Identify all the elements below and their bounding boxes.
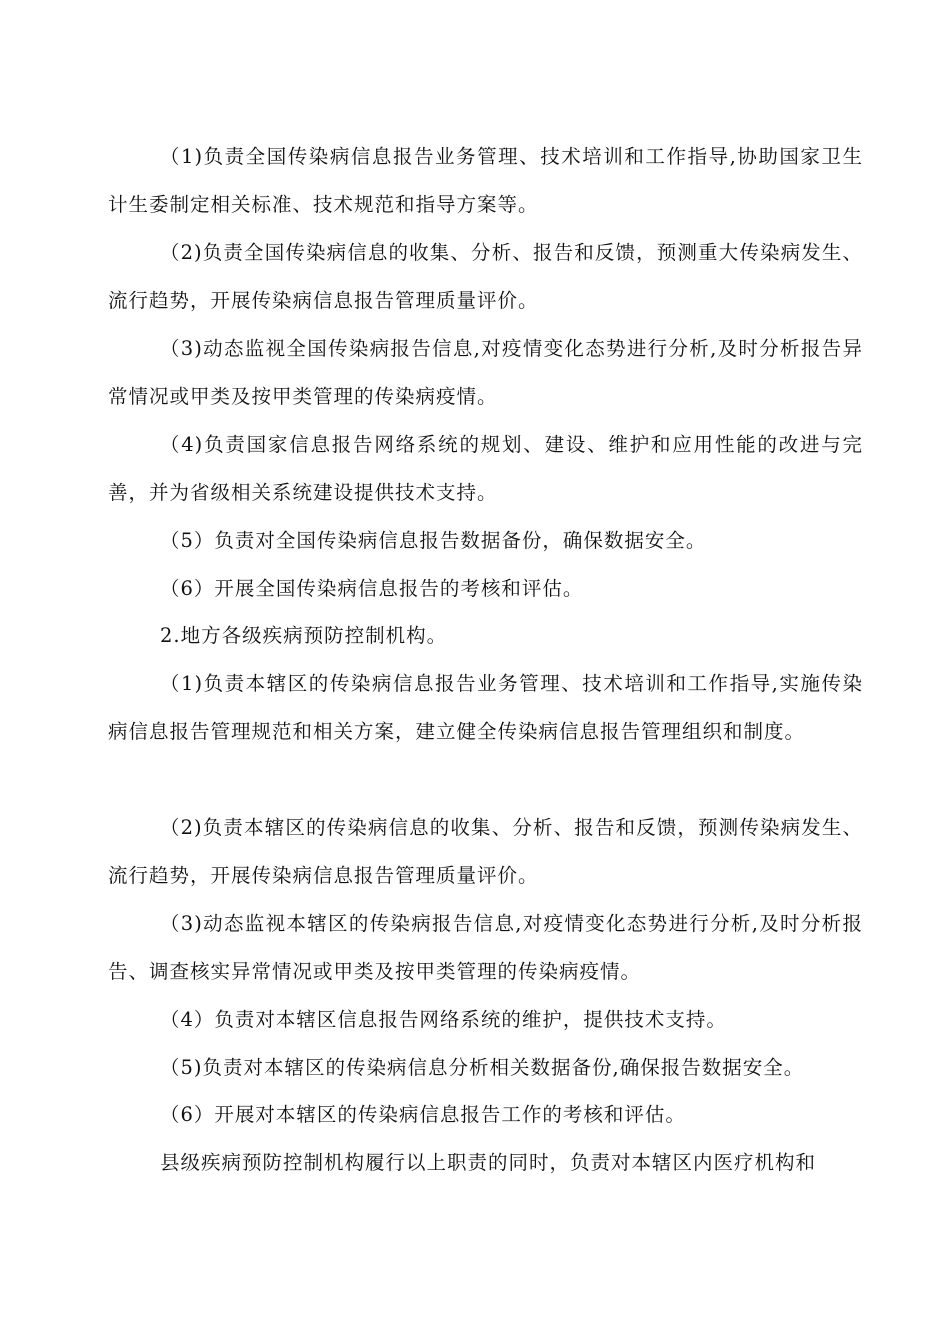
paragraph-local-2: （2)负责本辖区的传染病信息的收集、分析、报告和反馈，预测传染病发生、流行趋势，开展传染病信息报告管理质量评价。 [108,816,863,887]
section-heading-local: 2.地方各级疾病预防控制机构。 [160,624,448,647]
paragraph-national-3: （3)动态监视全国传染病报告信息,对疫情变化态势进行分析,及时分析报告异常情况或甲类及按甲类管理的传染病疫情。 [108,337,863,408]
paragraph-county: 县级疾病预防控制机构履行以上职责的同时，负责对本辖区内医疗机构和 [160,1151,817,1174]
paragraph-national-1: （1)负责全国传染病信息报告业务管理、技术培训和工作指导,协助国家卫生计生委制定相关标准、技术规范和指导方案等。 [108,145,863,216]
paragraph-national-2: （2)负责全国传染病信息的收集、分析、报告和反馈，预测重大传染病发生、流行趋势，开展传染病信息报告管理质量评价。 [108,241,863,312]
paragraph-national-4: （4)负责国家信息报告网络系统的规划、建设、维护和应用性能的改进与完善，并为省级相关系统建设提供技术支持。 [108,433,863,504]
paragraph-local-4: （4）负责对本辖区信息报告网络系统的维护，提供技术支持。 [160,1008,727,1031]
paragraph-local-1: （1)负责本辖区的传染病信息报告业务管理、技术培训和工作指导,实施传染病信息报告管理规范和相关方案，建立健全传染病信息报告管理组织和制度。 [108,672,863,743]
paragraph-local-6: （6）开展对本辖区的传染病信息报告工作的考核和评估。 [160,1103,686,1126]
paragraph-national-5: （5）负责对全国传染病信息报告数据备份，确保数据安全。 [160,529,707,552]
paragraph-local-3: （3)动态监视本辖区的传染病报告信息,对疫情变化态势进行分析,及时分析报告、调查核实异常情况或甲类及按甲类管理的传染病疫情。 [108,912,863,983]
paragraph-national-6: （6）开展全国传染病信息报告的考核和评估。 [160,577,584,600]
paragraph-local-5: （5)负责对本辖区的传染病信息分析相关数据备份,确保报告数据安全。 [160,1056,805,1079]
